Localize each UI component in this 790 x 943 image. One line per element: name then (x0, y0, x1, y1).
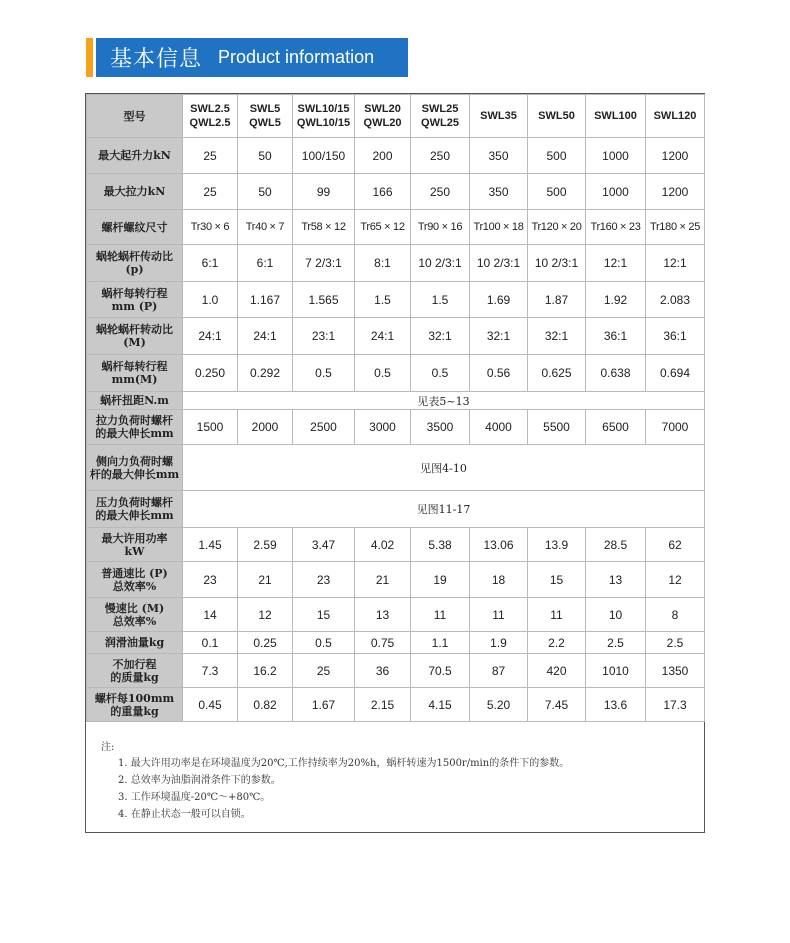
row-label-line: 的质量kg (110, 670, 159, 684)
row-label-line: 最大许用功率 (101, 531, 168, 545)
table-row (87, 562, 705, 598)
value-cell: 1.565 (293, 282, 355, 318)
table-row (87, 282, 705, 318)
row-label-line: 不加行程 (112, 657, 157, 671)
value-cell: 4.15 (411, 688, 470, 722)
value-cell: 5500 (528, 410, 586, 445)
value-cell: 2.2 (528, 632, 586, 654)
row-label-line: 的最大伸长mm (95, 427, 174, 440)
value-cell: 15 (528, 562, 586, 598)
row-label (87, 491, 183, 528)
row-label-line: 侧向力负荷时螺 (96, 454, 173, 468)
table-row (87, 95, 705, 138)
value-cell: 500 (528, 138, 586, 174)
value-cell: 62 (646, 528, 705, 562)
model-name: SWL10/15 (297, 103, 350, 115)
value-cell: 1500 (183, 410, 238, 445)
note-item: 4. 在静止状态一般可以自锁。 (118, 809, 251, 820)
table-row (87, 138, 705, 174)
value-cell: 7.45 (528, 688, 586, 722)
row-label-line: mm (P) (111, 299, 158, 313)
column-header (586, 95, 646, 138)
value-cell: Tr120 × 20 (528, 210, 586, 245)
value-cell: 0.694 (646, 355, 705, 392)
value-cell: 50 (238, 174, 293, 210)
column-header (470, 95, 528, 138)
row-label-line: 螺杆每100mm (94, 691, 175, 705)
value-cell: 50 (238, 138, 293, 174)
value-cell: Tr90 × 16 (411, 210, 470, 245)
row-label-line: 的最大伸长mm (95, 509, 174, 522)
value-cell: 3500 (411, 410, 470, 445)
row-label (87, 654, 183, 688)
note-item: 3. 工作环境温度-20℃～+80℃。 (118, 792, 271, 803)
value-cell: 1.167 (238, 282, 293, 318)
value-cell: 21 (238, 562, 293, 598)
row-label (87, 138, 183, 174)
value-cell: 3000 (355, 410, 411, 445)
model-name: SWL2.5 (190, 103, 230, 115)
value-cell: 0.25 (238, 632, 293, 654)
value-cell: 200 (355, 138, 411, 174)
row-label-line: 蜗轮蜗杆转动比 (96, 323, 173, 336)
value-cell: 14 (183, 598, 238, 632)
row-label (87, 528, 183, 562)
model-name-alt: QWL2.5 (189, 117, 231, 129)
value-cell: 500 (528, 174, 586, 210)
value-cell: 11 (411, 598, 470, 632)
row-label-line: 蜗杆扭距N.m (100, 394, 169, 407)
value-cell: 166 (355, 174, 411, 210)
spec-sheet (85, 93, 705, 833)
value-cell: 1010 (586, 654, 646, 688)
value-cell: 11 (528, 598, 586, 632)
row-label-line: 压力负荷时螺杆 (96, 496, 173, 509)
value-cell: 25 (183, 174, 238, 210)
row-label-line: kW (124, 544, 145, 558)
value-cell: 32:1 (528, 318, 586, 355)
value-cell: 4000 (470, 410, 528, 445)
model-name-alt: QWL5 (249, 117, 281, 129)
table-row (87, 632, 705, 654)
table-row (87, 318, 705, 355)
table-row (87, 355, 705, 392)
value-cell: 0.82 (238, 688, 293, 722)
value-cell: 5.20 (470, 688, 528, 722)
model-name-alt: QWL25 (421, 117, 459, 129)
value-cell: 0.625 (528, 355, 586, 392)
row-label-line: 慢速比 (M) (104, 601, 165, 615)
row-label-line: 螺杆螺纹尺寸 (101, 220, 168, 234)
value-cell: 350 (470, 174, 528, 210)
value-cell: 1.0 (183, 282, 238, 318)
value-cell: 0.638 (586, 355, 646, 392)
row-label (87, 392, 183, 410)
model-name: SWL120 (653, 110, 697, 122)
value-cell: 10 2/3:1 (528, 245, 586, 282)
column-header (355, 95, 411, 138)
model-name-alt: QWL20 (363, 117, 402, 129)
table-row (87, 174, 705, 210)
value-cell: 21 (355, 562, 411, 598)
model-name: SWL50 (538, 110, 575, 122)
value-cell: 2.5 (646, 632, 705, 654)
column-header (528, 95, 586, 138)
title-chinese: 基本信息 (110, 47, 203, 72)
value-cell: 23:1 (293, 318, 355, 355)
value-cell: 0.250 (183, 355, 238, 392)
value-cell: 70.5 (411, 654, 470, 688)
value-cell: 1.9 (470, 632, 528, 654)
value-cell: 1200 (646, 174, 705, 210)
column-header (238, 95, 293, 138)
row-label (87, 282, 183, 318)
row-label (87, 632, 183, 654)
value-cell: 6:1 (238, 245, 293, 282)
value-cell: 36:1 (586, 318, 646, 355)
value-cell: 13 (355, 598, 411, 632)
value-cell: 99 (293, 174, 355, 210)
value-cell: 2.083 (646, 282, 705, 318)
model-name: SWL100 (594, 110, 637, 122)
model-name-alt: QWL10/15 (296, 117, 351, 129)
table-row (87, 688, 705, 722)
table-row (87, 445, 705, 491)
value-cell: 2.5 (586, 632, 646, 654)
row-label-line: 蜗杆每转行程 (101, 286, 168, 300)
row-label (87, 562, 183, 598)
value-cell: 13.6 (586, 688, 646, 722)
row-label-line: 润滑油量kg (104, 636, 165, 649)
value-cell: 350 (470, 138, 528, 174)
row-label-line: 蜗轮蜗杆传动比 (96, 250, 173, 263)
title-bar (96, 38, 408, 77)
value-cell: 0.75 (355, 632, 411, 654)
row-label (87, 598, 183, 632)
value-cell: 8 (646, 598, 705, 632)
row-label (87, 245, 183, 282)
model-name: SWL20 (364, 103, 401, 115)
value-cell: 1000 (586, 174, 646, 210)
value-cell: Tr40 × 7 (238, 210, 293, 245)
value-cell: 2.59 (238, 528, 293, 562)
table-row (87, 410, 705, 445)
table-row (87, 245, 705, 282)
value-cell: 420 (528, 654, 586, 688)
value-cell: 12 (238, 598, 293, 632)
merged-value-cell: 见表5~13 (183, 392, 705, 410)
row-label-line: 普通速比 (P) (101, 566, 168, 580)
value-cell: 10 2/3:1 (470, 245, 528, 282)
section-title (86, 38, 408, 77)
row-label (87, 410, 183, 445)
row-label-line: 的重量kg (110, 704, 159, 718)
table-row (87, 392, 705, 410)
row-label-line: 杆的最大伸长mm (89, 467, 180, 481)
title-english: Product information (218, 47, 375, 67)
value-cell: 32:1 (470, 318, 528, 355)
table-row (87, 654, 705, 688)
value-cell: 1.92 (586, 282, 646, 318)
value-cell: 15 (293, 598, 355, 632)
row-label (87, 355, 183, 392)
value-cell: 16.2 (238, 654, 293, 688)
column-header (411, 95, 470, 138)
value-cell: 24:1 (238, 318, 293, 355)
merged-value-cell: 见图11-17 (183, 491, 705, 528)
value-cell: 0.1 (183, 632, 238, 654)
value-cell: 7.3 (183, 654, 238, 688)
value-cell: Tr100 × 18 (470, 210, 528, 245)
model-name: SWL25 (421, 103, 459, 115)
value-cell: 0.292 (238, 355, 293, 392)
value-cell: 10 (586, 598, 646, 632)
value-cell: 17.3 (646, 688, 705, 722)
value-cell: 32:1 (411, 318, 470, 355)
value-cell: 6500 (586, 410, 646, 445)
note-item: 2. 总效率为油脂润滑条件下的参数。 (118, 775, 281, 786)
value-cell: Tr65 × 12 (355, 210, 411, 245)
value-cell: 2.15 (355, 688, 411, 722)
value-cell: 25 (293, 654, 355, 688)
value-cell: 0.56 (470, 355, 528, 392)
value-cell: 1.5 (355, 282, 411, 318)
row-label-line: (p) (125, 263, 144, 276)
value-cell: 1.5 (411, 282, 470, 318)
row-label-line: 总效率% (112, 614, 157, 628)
value-cell: 4.02 (355, 528, 411, 562)
row-label-line: 最大拉力kN (103, 185, 166, 198)
value-cell: Tr160 × 23 (586, 210, 646, 245)
row-label (87, 174, 183, 210)
value-cell: 0.5 (293, 355, 355, 392)
note-item: 1. 最大许用功率是在环境温度为20℃,工作持续率为20%h，蜗杆转速为1500r/min的条件下的参数。 (118, 758, 570, 769)
spec-table (86, 94, 705, 722)
value-cell: 24:1 (183, 318, 238, 355)
row-label-line: 最大起升力kN (98, 149, 171, 162)
value-cell: 5.38 (411, 528, 470, 562)
column-header (646, 95, 705, 138)
model-name: SWL5 (249, 103, 281, 115)
value-cell: 12 (646, 562, 705, 598)
value-cell: 28.5 (586, 528, 646, 562)
value-cell: Tr58 × 12 (293, 210, 355, 245)
value-cell: 1.1 (411, 632, 470, 654)
value-cell: 1.87 (528, 282, 586, 318)
value-cell: 23 (293, 562, 355, 598)
row-label-line: (M) (123, 336, 146, 349)
title-accent-bar (86, 38, 93, 77)
column-header (293, 95, 355, 138)
row-label-line: 蜗杆每转行程 (101, 360, 168, 373)
model-name: SWL35 (480, 110, 517, 122)
value-cell: 0.5 (355, 355, 411, 392)
value-cell: 1000 (586, 138, 646, 174)
value-cell: Tr180 × 25 (646, 210, 705, 245)
row-label (87, 95, 183, 138)
value-cell: 1200 (646, 138, 705, 174)
value-cell: 13.9 (528, 528, 586, 562)
value-cell: 3.47 (293, 528, 355, 562)
row-label-line: mm(M) (111, 373, 158, 386)
value-cell: 2500 (293, 410, 355, 445)
table-row (87, 491, 705, 528)
value-cell: 7000 (646, 410, 705, 445)
value-cell: 0.5 (293, 632, 355, 654)
value-cell: 12:1 (586, 245, 646, 282)
value-cell: 19 (411, 562, 470, 598)
value-cell: 87 (470, 654, 528, 688)
row-label (87, 445, 183, 491)
value-cell: 11 (470, 598, 528, 632)
column-header (183, 95, 238, 138)
value-cell: 13 (586, 562, 646, 598)
value-cell: 1350 (646, 654, 705, 688)
value-cell: 0.5 (411, 355, 470, 392)
row-label (87, 210, 183, 245)
value-cell: 24:1 (355, 318, 411, 355)
row-label-line: 总效率% (112, 579, 157, 593)
value-cell: 12:1 (646, 245, 705, 282)
row-label (87, 688, 183, 722)
table-row (87, 210, 705, 245)
value-cell: 8:1 (355, 245, 411, 282)
row-label-line: 型号 (123, 109, 146, 123)
notes-title: 注: (101, 742, 115, 753)
value-cell: 2000 (238, 410, 293, 445)
value-cell: 7 2/3:1 (293, 245, 355, 282)
value-cell: Tr30 × 6 (183, 210, 238, 245)
value-cell: 100/150 (293, 138, 355, 174)
value-cell: 18 (470, 562, 528, 598)
value-cell: 250 (411, 138, 470, 174)
value-cell: 10 2/3:1 (411, 245, 470, 282)
value-cell: 250 (411, 174, 470, 210)
value-cell: 6:1 (183, 245, 238, 282)
value-cell: 25 (183, 138, 238, 174)
value-cell: 36 (355, 654, 411, 688)
value-cell: 23 (183, 562, 238, 598)
value-cell: 36:1 (646, 318, 705, 355)
merged-value-cell: 见图4-10 (183, 445, 705, 491)
table-row (87, 598, 705, 632)
row-label (87, 318, 183, 355)
value-cell: 1.67 (293, 688, 355, 722)
row-label-line: 拉力负荷时螺杆 (96, 414, 173, 427)
value-cell: 1.69 (470, 282, 528, 318)
value-cell: 1.45 (183, 528, 238, 562)
table-row (87, 528, 705, 562)
value-cell: 0.45 (183, 688, 238, 722)
value-cell: 13.06 (470, 528, 528, 562)
